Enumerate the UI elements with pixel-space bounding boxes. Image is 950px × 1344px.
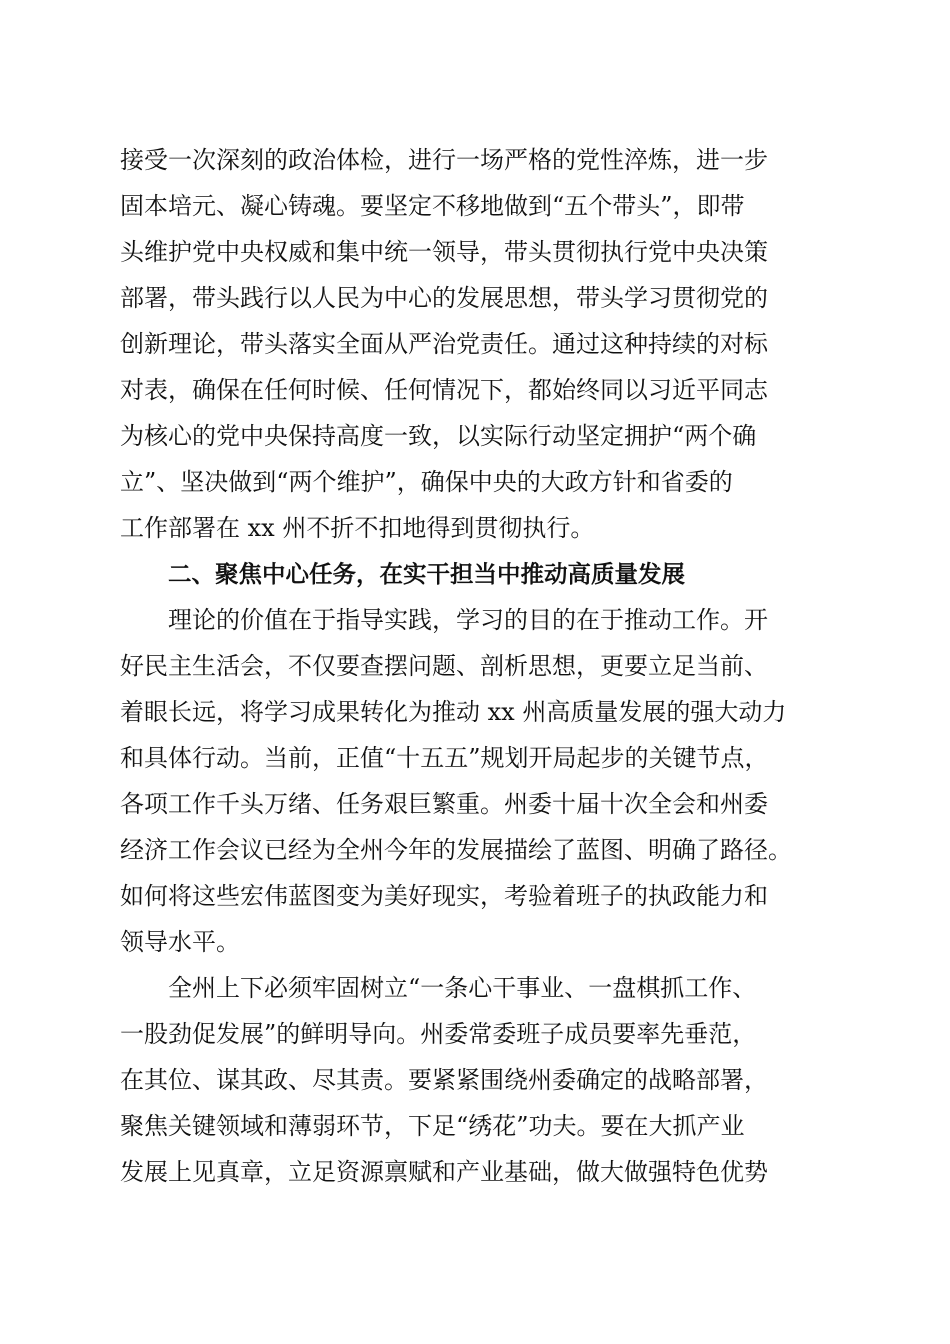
paragraph-line: 聚焦关键领域和薄弱环节，下足“绣花”功夫。要在大抓产业 (120, 1112, 745, 1140)
paragraph-line: 和具体行动。当前，正值“十五五”规划开局起步的关键节点， (120, 744, 769, 772)
paragraph-line: 领导水平。 (120, 928, 240, 956)
paragraph-line: 为核心的党中央保持高度一致，以实际行动坚定拥护“两个确 (120, 422, 757, 450)
paragraph-line: 理论的价值在于指导实践，学习的目的在于推动工作。开 (168, 606, 768, 634)
paragraph-line: 立”、坚决做到“两个维护”，确保中央的大政方针和省委的 (120, 468, 733, 496)
paragraph-line: 接受一次深刻的政治体检，进行一场严格的党性淬炼，进一步 (120, 146, 768, 174)
paragraph-line: 工作部署在 xx 州不折不扣地得到贯彻执行。 (120, 514, 595, 542)
paragraph-line: 在其位、谋其政、尽其责。要紧紧围绕州委确定的战略部署， (120, 1066, 768, 1094)
paragraph-line: 如何将这些宏伟蓝图变为美好现实，考验着班子的执政能力和 (120, 882, 768, 910)
paragraph-line: 固本培元、凝心铸魂。要坚定不移地做到“五个带头”，即带 (120, 192, 745, 220)
paragraph-line: 创新理论，带头落实全面从严治党责任。通过这种持续的对标 (120, 330, 768, 358)
section-heading: 二、聚焦中心任务，在实干担当中推动高质量发展 (168, 560, 685, 588)
paragraph-line: 发展上见真章，立足资源禀赋和产业基础，做大做强特色优势 (120, 1158, 768, 1186)
paragraph-line: 一股劲促发展”的鲜明导向。州委常委班子成员要率先垂范， (120, 1020, 757, 1048)
paragraph-line: 全州上下必须牢固树立“一条心干事业、一盘棋抓工作、 (168, 974, 757, 1002)
paragraph-line: 部署，带头践行以人民为中心的发展思想，带头学习贯彻党的 (120, 284, 768, 312)
paragraph-line: 经济工作会议已经为全州今年的发展描绘了蓝图、明确了路径。 (120, 836, 792, 864)
paragraph-line: 各项工作千头万绪、任务艰巨繁重。州委十届十次全会和州委 (120, 790, 768, 818)
paragraph-line: 好民主生活会，不仅要查摆问题、剖析思想，更要立足当前、 (120, 652, 768, 680)
paragraph-line: 头维护党中央权威和集中统一领导，带头贯彻执行党中央决策 (120, 238, 768, 266)
paragraph-line: 对表，确保在任何时候、任何情况下，都始终同以习近平同志 (120, 376, 768, 404)
paragraph-line: 着眼长远，将学习成果转化为推动 xx 州高质量发展的强大动力 (120, 698, 787, 726)
